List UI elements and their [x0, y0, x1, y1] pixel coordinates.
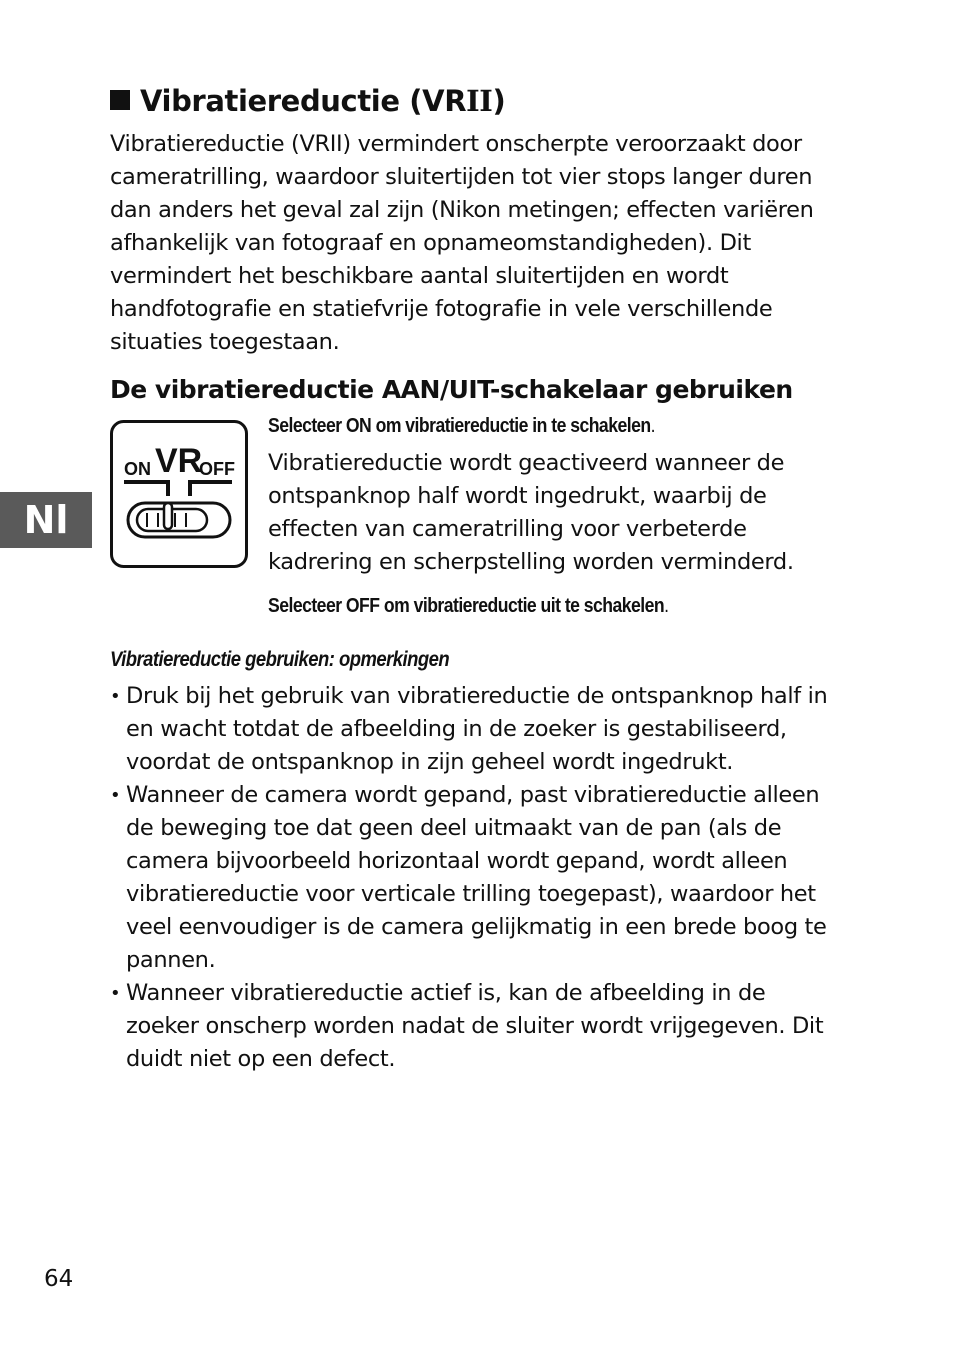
off-instruction-label: [268, 595, 669, 618]
on-instruction-description: [268, 447, 848, 579]
off-instruction-period: .: [664, 595, 669, 617]
list-item: [110, 977, 870, 1076]
note-line: vibratiereductie voor verticale trilling toegepast), waardoor het: [126, 881, 816, 907]
switch-on-label: ON: [124, 459, 151, 479]
note-line: de beweging toe dat geen deel uitmaakt van de pan (als de: [126, 815, 782, 841]
intro-line: afhankelijk van fotograaf en opnameomstandigheden). Dit: [110, 230, 751, 256]
intro-line: handfotografie en statiefvrije fotografie in vele verschillende: [110, 296, 773, 322]
intro-line: Vibratiereductie (VRII) vermindert onscherpte veroorzaakt door: [110, 131, 802, 157]
on-instruction-period: .: [650, 415, 655, 437]
switch-off-label: OFF: [199, 459, 235, 479]
on-instruction-text: Selecteer ON om vibratiereductie in te schakelen: [268, 415, 651, 437]
notes-list: [110, 680, 870, 1076]
list-item: [110, 680, 870, 779]
list-item: [110, 779, 870, 977]
note-line: camera bijvoorbeeld horizontaal wordt gepand, wordt alleen: [126, 848, 788, 874]
on-desc-line: ontspanknop half wordt ingedrukt, waarbij de: [268, 483, 767, 509]
switch-vr-label: VR: [155, 442, 203, 480]
intro-paragraph: [110, 128, 850, 359]
intro-line: situaties toegestaan.: [110, 329, 340, 355]
vr-switch-illustration: [110, 420, 248, 568]
note-line: pannen.: [126, 947, 216, 973]
note-line: zoeker onscherp worden nadat de sluiter wordt vrijgegeven. Dit: [126, 1013, 824, 1039]
language-tab: Nl: [0, 492, 92, 548]
on-desc-line: Vibratiereductie wordt geactiveerd wanneer de: [268, 450, 785, 476]
note-line: Wanneer de camera wordt gepand, past vibratiereductie alleen: [126, 782, 820, 808]
page-number: 64: [44, 1266, 74, 1292]
intro-line: cameratrilling, waardoor sluitertijden tot vier stops langer duren: [110, 164, 813, 190]
bullet-icon: •: [110, 983, 121, 1004]
section-title-close: ): [492, 84, 506, 118]
on-instruction-label: [268, 415, 655, 438]
on-desc-line: effecten van cameratrilling voor verbeterde: [268, 516, 747, 542]
black-square-icon: [110, 90, 130, 110]
notes-title: Vibratiereductie gebruiken: opmerkingen: [110, 648, 450, 671]
section-title-text: Vibratiereductie (VR: [140, 84, 467, 118]
section-title: [110, 84, 505, 118]
bullet-icon: •: [110, 785, 121, 806]
subsection-title: De vibratiereductie AAN/UIT-schakelaar gebruiken: [110, 375, 793, 404]
note-line: veel eenvoudiger is de camera gelijkmatig in een brede boog te: [126, 914, 827, 940]
switch-knob: [164, 503, 172, 529]
note-line: Wanneer vibratiereductie actief is, kan de afbeelding in de: [126, 980, 766, 1006]
note-line: duidt niet op een defect.: [126, 1046, 396, 1072]
note-line: en wacht totdat de afbeelding in de zoeker is gestabiliseerd,: [126, 716, 787, 742]
bullet-icon: •: [110, 686, 121, 707]
intro-line: dan anders het geval zal zijn (Nikon metingen; effecten variëren: [110, 197, 814, 223]
section-title-roman: II: [466, 84, 493, 118]
intro-line: vermindert het beschikbare aantal sluitertijden en wordt: [110, 263, 729, 289]
on-desc-line: kadrering en scherpstelling worden verminderd.: [268, 549, 794, 575]
note-line: Druk bij het gebruik van vibratiereductie de ontspanknop half in: [126, 683, 828, 709]
note-line: voordat de ontspanknop in zijn geheel wordt ingedrukt.: [126, 749, 734, 775]
off-instruction-text: Selecteer OFF om vibratiereductie uit te schakelen: [268, 595, 665, 617]
